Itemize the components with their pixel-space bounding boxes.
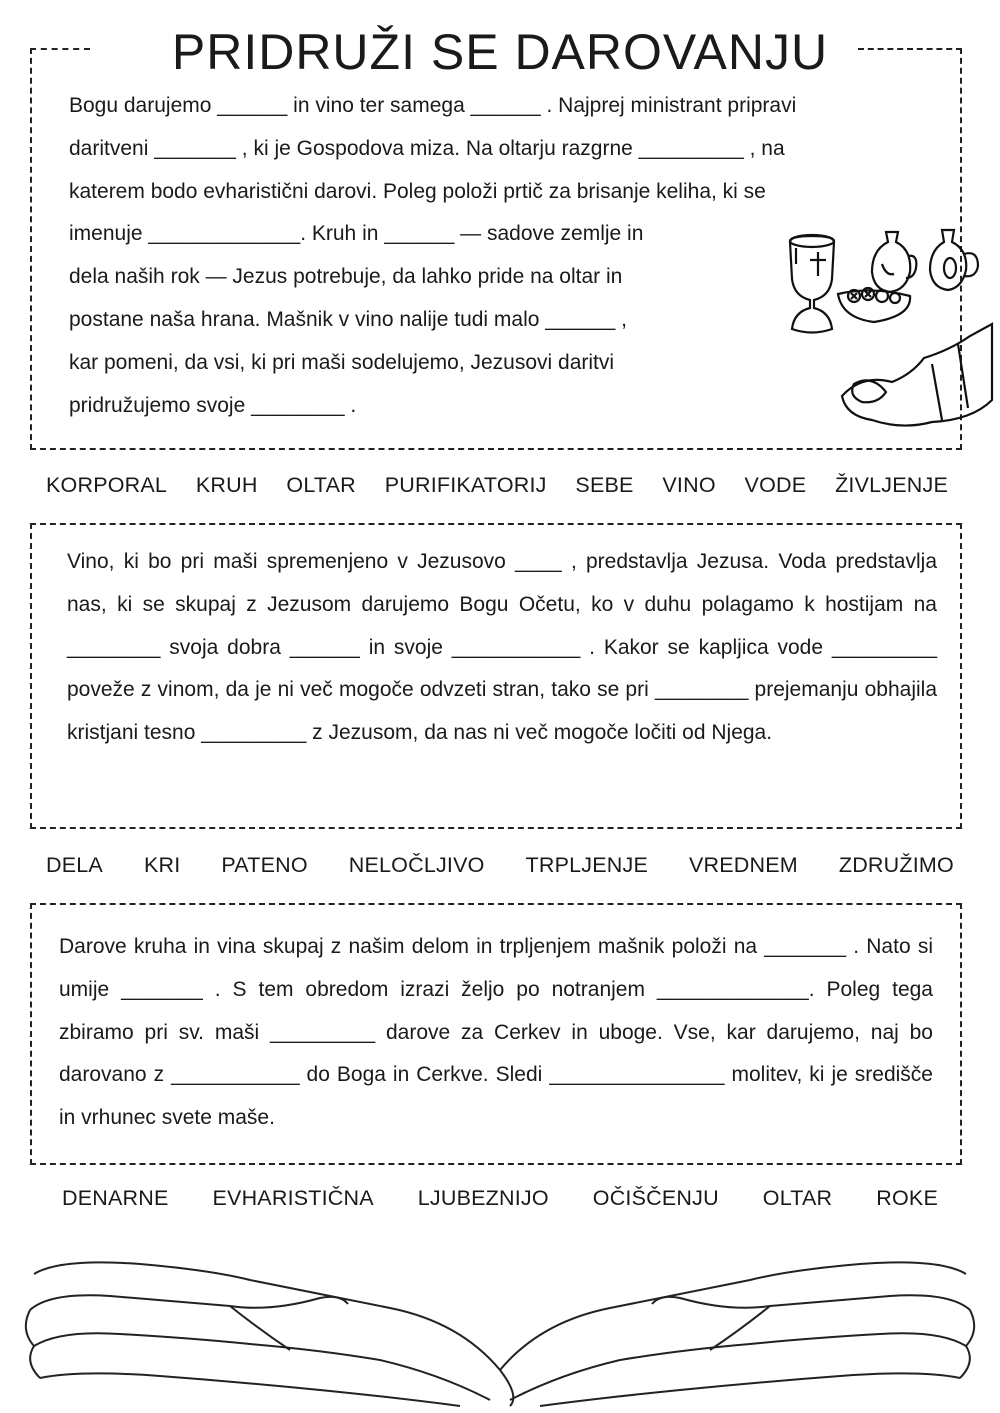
- word-bank-item: PURIFIKATORIJ: [384, 473, 547, 497]
- word-bank-item: VINO: [662, 473, 716, 497]
- word-bank-item: KRUH: [195, 473, 258, 497]
- open-hands-icon: [26, 1262, 974, 1406]
- word-bank-item: VREDNEM: [688, 853, 798, 877]
- word-bank-item: VODE: [744, 473, 807, 497]
- word-bank-item: EVHARISTIČNA: [212, 1186, 374, 1210]
- section1-line: imenuje _____________. Kruh in ______ — sadove zemlje in: [69, 222, 644, 246]
- chalice-icon: [790, 235, 834, 333]
- word-bank-item: OLTAR: [762, 1186, 833, 1210]
- word-bank-item: NELOČLJIVO: [348, 853, 485, 877]
- word-bank-item: TRPLJENJE: [525, 853, 649, 877]
- section1-line: postane naša hrana. Mašnik v vino nalije tudi malo ______ ,: [69, 307, 628, 331]
- word-bank-item: KRI: [143, 853, 181, 877]
- section1-line: daritveni _______ , ki je Gospodova miza. Na oltarju razgrne _________ , na: [69, 136, 785, 160]
- section1-line: kar pomeni, da vsi, ki pri maši sodelujemo, Jezusovi daritvi: [69, 350, 615, 374]
- word-bank-item: SEBE: [575, 473, 634, 497]
- altar-items-illustration: [782, 224, 994, 446]
- word-bank-item: ŽIVLJENJE: [835, 473, 948, 497]
- cruet-icon: [872, 232, 916, 292]
- section1-line: dela naših rok — Jezus potrebuje, da lahko pride na oltar in: [69, 265, 623, 289]
- word-bank-item: ZDRUŽIMO: [838, 853, 954, 877]
- word-bank-2: [30, 853, 954, 878]
- section1-line: Bogu darujemo ______ in vino ter samega ______ . Najprej ministrant pripravi: [69, 94, 797, 117]
- open-hands-illustration: [20, 1250, 980, 1410]
- section2-text: Vino, ki bo pri maši spremenjeno v Jezusovo ____ , predstavlja Jezusa. Voda predstavlja nas, ki se skupaj z Jezusom darujemo Bogu Očetu, ko v duhu polagamo k hostijam na ________ svoja dobra ______ in svoje ___________ . Kakor se kapljica vode _________ poveže z vinom, da je ni več mogoče odvzeti stran, tako se pri ________ prejemanju obhajila kristjani tesno _________ z Jezusom, da nas ni več mogoče ločiti od Njega.: [67, 550, 937, 745]
- word-bank-3: [30, 1186, 962, 1211]
- word-bank-item: LJUBEZNIJO: [417, 1186, 549, 1210]
- word-bank-item: OLTAR: [286, 473, 356, 497]
- word-bank-item: PATENO: [221, 853, 308, 877]
- page-title: PRIDRUŽI SE DAROVANJU: [171, 24, 829, 80]
- cruet-icon: [930, 230, 978, 290]
- word-bank-item: DELA: [46, 853, 103, 877]
- section1-frame-top-left: [30, 48, 90, 50]
- word-bank-item: OČIŠČENJU: [592, 1186, 719, 1210]
- section3-text: Darove kruha in vina skupaj z našim delom in trpljenjem mašnik položi na _______ . Nato si umije _______ . S tem obredom izrazi željo po notranjem _____________. Poleg tega zbiramo pri sv. maši _________ darove za Cerkev in uboge. Vse, kar darujemo, naj bo darovano z ___________ do Boga in Cerkve. Sledi _______________ molitev, ki je središče in vrhunec svete maše.: [59, 935, 933, 1130]
- bread-plate-icon: [838, 288, 910, 322]
- section1-line: pridružujemo svoje ________ .: [69, 393, 357, 417]
- section1-frame-top-right: [858, 48, 962, 50]
- word-bank-item: KORPORAL: [46, 473, 168, 497]
- word-bank-1: [30, 473, 962, 498]
- word-bank-item: DENARNE: [62, 1186, 169, 1210]
- section1-line: katerem bodo evharistični darovi. Poleg položi prtič za brisanje keliha, ki se: [69, 179, 766, 203]
- offering-hand-icon: [842, 324, 992, 426]
- word-bank-item: ROKE: [876, 1186, 938, 1210]
